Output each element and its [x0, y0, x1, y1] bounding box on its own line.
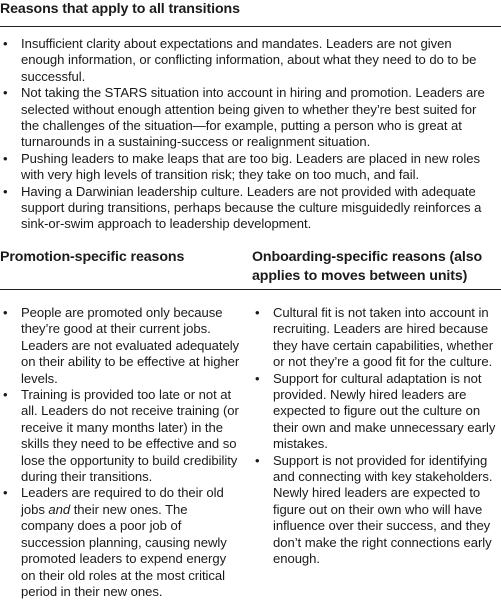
all-transitions-list [0, 36, 488, 233]
list-item: • Having a Darwinian leadership culture. Leaders are not provided with adequate support during transitions, perhaps because the culture misguidedly reinforces a sink-or-swim approach to leadership development. [3, 183, 482, 232]
column-title-onboarding: Onboarding-specific reasons (also applies to moves between units) [252, 249, 483, 284]
list-item: • Pushing leaders to make leaps that are too big. Leaders are placed in new roles with very high levels of transition risk; they take on too much, and fail. [3, 150, 480, 183]
promotion-list [0, 305, 240, 600]
list-item: • Training is provided too late or not at all. Leaders do not receive training (or receive it many months later) in the skills they need to be effective and so lose the opportunity to build credibility during their transitions. [3, 387, 239, 485]
list-item: • People are promoted only because they’re good at their current jobs. Leaders are not evaluated adequately on their ability to be effective at higher levels. [3, 305, 240, 386]
list-item: • Support is not provided for identifying and connecting with key stakeholders. Newly hired leaders are expected to figure out on their own who will have influence over their success, and they don’t make the right connections early enough. [255, 452, 493, 567]
emphasis: and [48, 501, 71, 517]
divider-rule [0, 289, 501, 290]
section-title-all-transitions: Reasons that apply to all transitions [0, 1, 240, 17]
list-item: • Insufficient clarity about expectations and mandates. Leaders are not given enough information, or conflicting information, about what they need to do to be successful. [3, 36, 477, 84]
list-item: • Leaders are required to do their old jobs and their new ones. The company does a poor job of succession planning, causing newly promoted leaders to expend energy on their old roles at the most critical period in their new ones. [3, 485, 227, 599]
bullet-icon: • [255, 452, 260, 468]
column-title-promotion: Promotion-specific reasons [0, 249, 185, 265]
bullet-icon: • [255, 370, 260, 386]
onboarding-list [252, 305, 501, 568]
bullet-icon: • [3, 36, 8, 51]
bullet-icon: • [3, 150, 8, 166]
bullet-icon: • [3, 305, 8, 320]
bullet-icon: • [3, 387, 8, 403]
divider-rule [0, 26, 501, 27]
list-item: • Not taking the STARS situation into account in hiring and promotion. Leaders are selected without enough attention being given to whether they’re best suited for the challenges of the situation—for example, putting a person who is great at turnarounds in a sustaining-success or realignment situation. [3, 85, 485, 150]
bullet-icon: • [3, 85, 8, 101]
bullet-icon: • [255, 305, 260, 320]
list-item: • Cultural fit is not taken into account in recruiting. Leaders are hired because they have certain capabilities, whether or not they’re a good fit for the culture. [255, 305, 494, 370]
bullet-icon: • [3, 183, 8, 199]
bullet-icon: • [3, 485, 8, 501]
list-item: • Support for cultural adaptation is not provided. Newly hired leaders are expected to figure out the culture on their own and make unnecessary early mistakes. [255, 370, 496, 452]
